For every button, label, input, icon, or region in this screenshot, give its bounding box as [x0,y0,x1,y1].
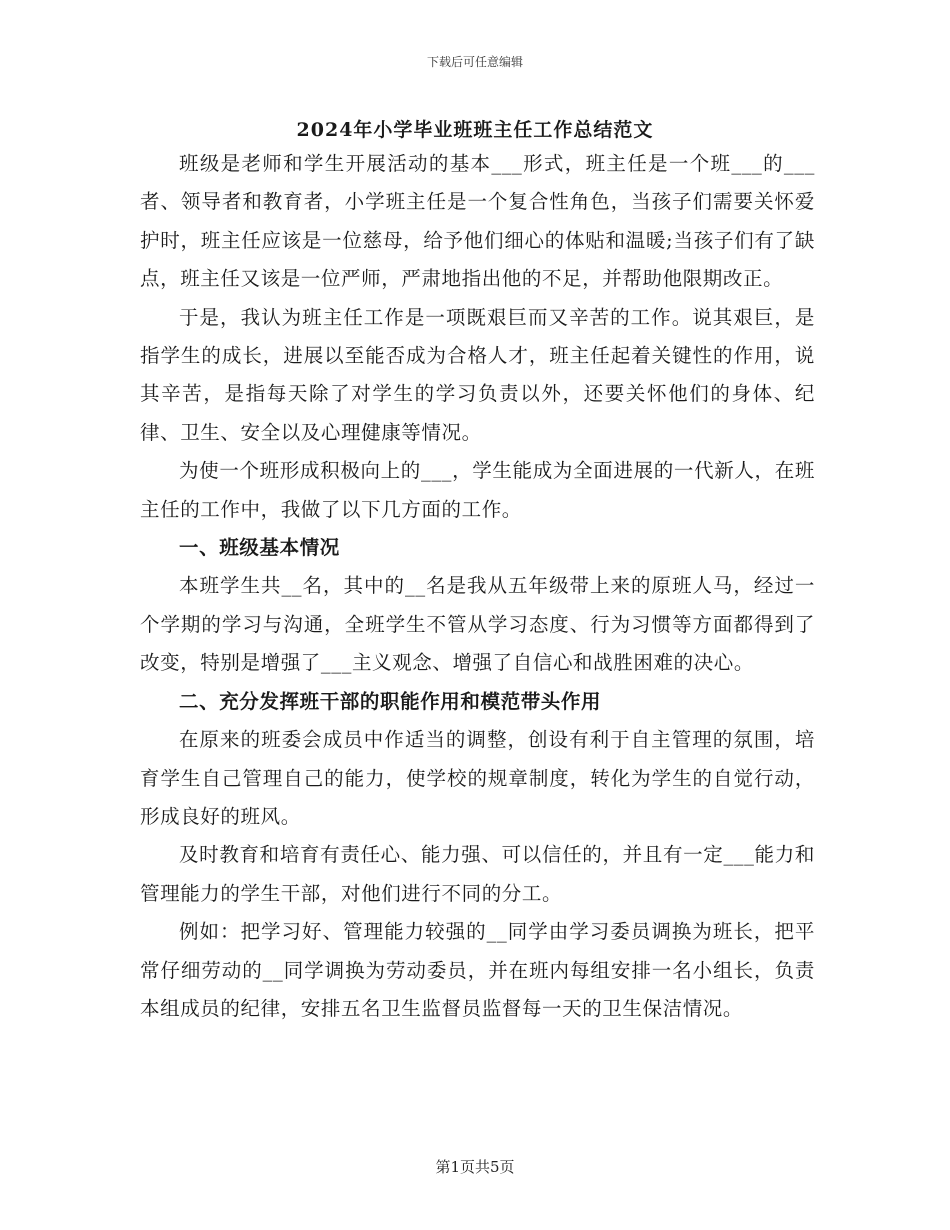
page-header: 下载后可任意编辑 [426,55,523,69]
paragraph: 例如：把学习好、管理能力较强的__同学由学习委员调换为班长，把平常仔细劳动的__同学调换为劳动委员，并在班内每组安排一名小组长，负责本组成员的纪律，安排五名卫生监督员监督每一天的卫生保洁情况。 [140,920,815,1020]
document-body [140,145,815,1028]
page-number: 第1页共5页 [435,1158,515,1176]
document-title: 2024年小学毕业班班主任工作总结范文 [296,119,654,141]
paragraph: 班级是老师和学生开展活动的基本___形式，班主任是一个班___的___者、领导者和教育者，小学班主任是一个复合性角色，当孩子们需要关怀爱护时，班主任应该是一位慈母，给予他们细心的体贴和温暖;当孩子们有了缺点，班主任又该是一位严师，严肃地指出他的不足，并帮助他限期改正。 [140,152,815,291]
section-heading: 一、班级基本情况 [179,536,340,560]
paragraph: 于是，我认为班主任工作是一项既艰巨而又辛苦的工作。说其艰巨，是指学生的成长，进展以至能否成为合格人才，班主任起着关键性的作用，说其辛苦，是指每天除了对学生的学习负责以外，还要关怀他们的身体、纪律、卫生、安全以及心理健康等情况。 [140,305,815,444]
paragraph: 为使一个班形成积极向上的___，学生能成为全面进展的一代新人，在班主任的工作中，我做了以下几方面的工作。 [140,459,815,521]
paragraph: 在原来的班委会成员中作适当的调整，创设有利于自主管理的氛围，培育学生自己管理自己的能力，使学校的规章制度，转化为学生的自觉行动，形成良好的班风。 [140,728,815,828]
paragraph: 本班学生共__名，其中的__名是我从五年级带上来的原班人马，经过一个学期的学习与沟通，全班学生不管从学习态度、行为习惯等方面都得到了改变，特别是增强了___主义观念、增强了自信心和战胜困难的决心。 [140,574,815,675]
paragraph: 及时教育和培育有责任心、能力强、可以信任的，并且有一定___能力和管理能力的学生干部，对他们进行不同的分工。 [140,843,815,905]
section-heading: 二、充分发挥班干部的职能作用和模范带头作用 [179,689,602,713]
